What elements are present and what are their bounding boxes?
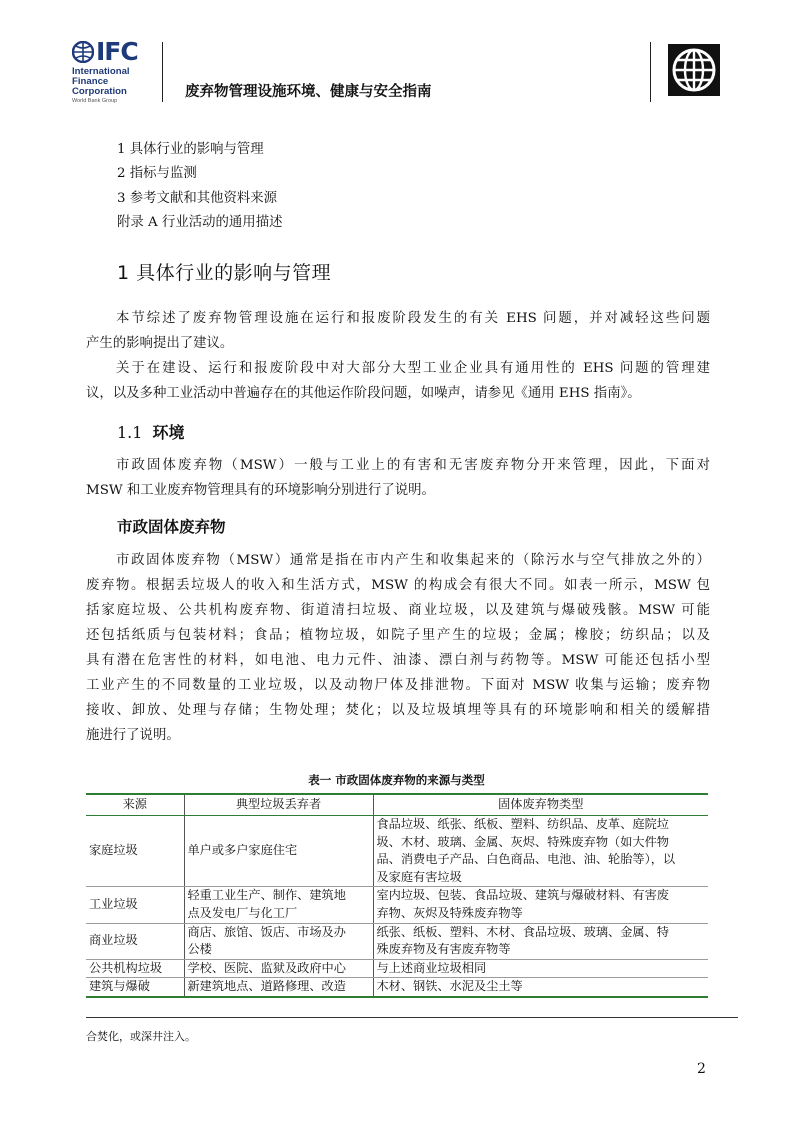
generator-cell [184,959,373,978]
document-title: 废弃物管理设施环境、健康与安全指南 [185,84,432,100]
generator-cell [184,978,373,997]
cell-line: 与上述商业垃圾相同 [376,960,487,975]
text-line: MSW 和工业废弃物管理具有的环境影响分别进行了说明。 [86,483,435,498]
footnote-divider [86,1017,738,1018]
source-cell: 家庭垃圾 [86,816,184,887]
paragraph [86,548,710,748]
column-header: 固体废弃物类型 [373,794,708,816]
source-cell: 建筑与爆破 [86,978,184,997]
text-line: 废弃物。根据丢垃圾人的收入和生活方式，MSW 的构成会有很大不同。如表一所示，MSW 包 [86,578,710,593]
header-divider-right [650,42,651,102]
paragraph [86,306,710,406]
types-cell [373,923,708,959]
table-of-contents [117,138,282,236]
toc-item: 2 指标与监测 [117,166,197,182]
header-divider-left [162,42,163,102]
text-line: 接收、卸放、处理与存储；生物处理；焚化；以及垃圾填埋等具有的环境影响和相关的缓解措 [86,703,710,718]
table-header-row [86,794,708,816]
subsection-title: 环境 [152,423,185,442]
column-header: 来源 [86,794,184,816]
cell-line: 点及发电厂与化工厂 [187,905,298,920]
msw-sources-table [86,793,708,998]
table-caption: 表一 市政固体废弃物的来源与类型 [308,773,485,787]
subsection-heading [117,420,184,443]
text-line: 还包括纸质与包装材料；食品；植物垃圾，如院子里产生的垃圾；金属；橡胶；纺织品；以及 [86,628,710,643]
cell-line: 商店、旅馆、饭店、市场及办 [187,924,346,939]
ifc-name-line: Corporation [72,86,127,97]
table-row [86,978,708,997]
cell-line: 及家庭有害垃圾 [376,869,462,884]
generator-cell [184,923,373,959]
table-row [86,923,708,959]
ifc-full-name [72,67,152,97]
cell-line: 单户或多户家庭住宅 [187,843,298,858]
toc-item: 3 参考文献和其他资料来源 [117,190,278,206]
section-heading: 1 具体行业的影响与管理 [117,262,332,284]
source-cell: 公共机构垃圾 [86,959,184,978]
text-line: 市政固体废弃物（MSW）一般与工业上的有害和无害废弃物分开来管理，因此，下面对 [116,458,710,473]
text-line: 具有潜在危害性的材料，如电池、电力元件、油漆、漂白剂与药物等。MSW 可能还包括小型 [86,653,710,668]
footnote: 合焚化，或深井注入。 [86,1030,196,1043]
cell-line: 公楼 [187,942,212,957]
paragraph [86,453,710,503]
ifc-letters: IFC [96,37,138,66]
cell-line: 纸张、纸板、塑料、木材、食品垃圾、玻璃、金属、特 [376,924,669,939]
types-cell [373,978,708,997]
text-line: 施进行了说明。 [86,728,180,743]
ifc-subtitle: World Bank Group [72,98,118,104]
text-line: 括家庭垃圾、公共机构废弃物、街道清扫垃圾、商业垃圾，以及建筑与爆破残骸。MSW 可能 [86,603,710,618]
types-cell [373,959,708,978]
subsection-number: 1.1 [117,423,143,442]
ifc-globe-icon [72,41,94,63]
cell-line: 食品垃圾、纸张、纸板、塑料、纺织品、皮革、庭院垃 [376,817,669,831]
world-bank-globe-icon [668,44,720,96]
types-cell [373,887,708,923]
cell-line: 品、消费电子产品、白色商品、电池、油、轮胎等），以 [376,852,676,867]
ifc-name-line: International [72,66,130,77]
cell-line: 室内垃圾、包装、食品垃圾、建筑与爆破材料、有害废 [376,888,669,903]
text-line: 本节综述了废弃物管理设施在运行和报废阶段发生的有关 EHS 问题，并对减轻这些问题 [116,311,710,326]
generator-cell [184,887,373,923]
toc-item: 附录 A 行业活动的通用描述 [117,215,283,231]
cell-line: 轻重工业生产、制作、建筑地 [187,888,346,903]
page-number: 2 [697,1061,706,1077]
text-line: 产生的影响提出了建议。 [86,336,234,351]
topic-heading: 市政固体废弃物 [117,518,226,536]
cell-line: 殊废弃物及有害废弃物等 [376,942,511,957]
text-line: 议，以及多种工业活动中普遍存在的其他运作阶段问题，如噪声，请参见《通用 EHS 指南》。 [86,386,641,401]
generator-cell [184,816,373,887]
source-cell: 商业垃圾 [86,923,184,959]
cell-line: 学校、医院、监狱及政府中心 [187,960,346,975]
text-line: 关于在建设、运行和报废阶段中对大部分大型工业企业具有通用性的 EHS 问题的管理建 [116,361,710,376]
types-cell [373,816,708,887]
table-row [86,959,708,978]
toc-item: 1 具体行业的影响与管理 [117,142,264,157]
table-row [86,816,708,887]
ifc-logo [72,37,152,104]
table-row [86,887,708,923]
source-cell: 工业垃圾 [86,887,184,923]
cell-line: 木材、钢铁、水泥及尘土等 [376,979,523,994]
cell-line: 弃物、灰烬及特殊废弃物等 [376,905,523,920]
column-header: 典型垃圾丢弃者 [184,794,373,816]
text-line: 市政固体废弃物（MSW）通常是指在市内产生和收集起来的（除污水与空气排放之外的） [116,553,710,568]
cell-line: 新建筑地点、道路修理、改造 [187,979,346,994]
ifc-name-line: Finance [72,76,109,87]
cell-line: 圾、木材、玻璃、金属、灰烬、特殊废弃物（如大件物 [376,834,669,849]
text-line: 工业产生的不同数量的工业垃圾，以及动物尸体及排泄物。下面对 MSW 收集与运输；废弃物 [86,678,710,693]
